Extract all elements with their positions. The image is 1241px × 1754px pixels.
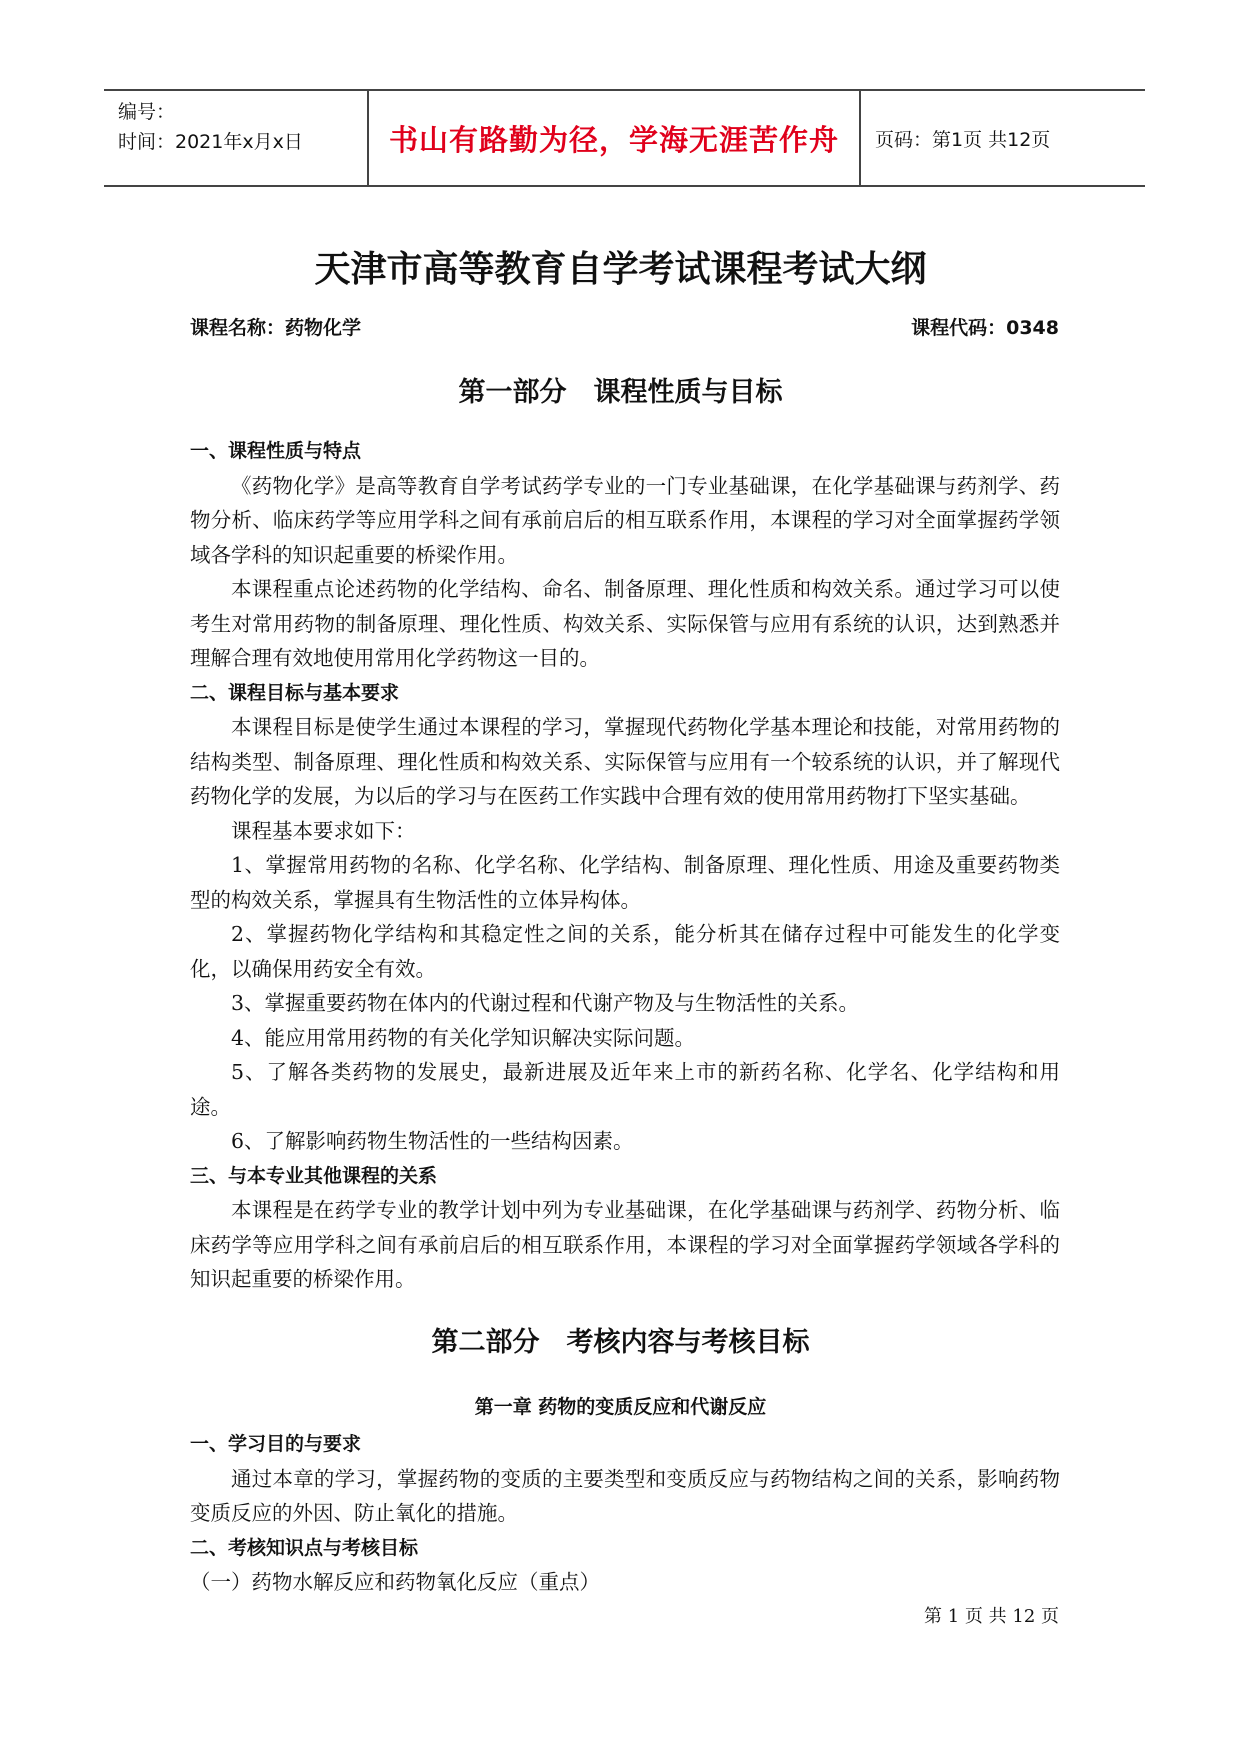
list-item: 1、掌握常用药物的名称、化学名称、化学结构、制备原理、理化性质、用途及重要药物类型的构效关系，掌握具有生物活性的立体异构体。 [190,853,1060,912]
paragraph: 《药物化学》是高等教育自学考试药学专业的一门专业基础课，在化学基础课与药剂学、药物分析、临床药学等应用学科之间有承前启后的相互联系作用，本课程的学习对全面掌握药学领域各学科的知识起重要的桥梁作用。 [190,473,1060,567]
document-title: 天津市高等教育自学考试课程考试大纲 [314,249,927,290]
chapter1-content [190,1427,1060,1600]
page-info: 页码：第1页 共12页 [875,128,1051,151]
subsection-item: （一）药物水解反应和药物氧化反应（重点） [190,1570,600,1594]
list-item: 4、能应用常用药物的有关化学知识解决实际问题。 [231,1025,696,1050]
header-table [104,89,1145,187]
section-heading: 一、学习目的与要求 [190,1433,362,1455]
section-heading: 二、课程目标与基本要求 [190,681,400,704]
paragraph: 本课程目标是使学生通过本课程的学习，掌握现代药物化学基本理论和技能，对常用药物的结构类型、制备原理、理化性质和构效关系、实际保管与应用有一个较系统的认识，并了解现代药物化学的发展，为以后的学习与在医药工作实践中合理有效的使用常用药物打下坚实基础。 [190,715,1060,808]
section-heading: 三、与本专业其他课程的关系 [190,1164,438,1187]
list-item: 6、了解影响药物生物活性的一些结构因素。 [231,1129,634,1153]
time-label: 时间：2021年x月x日 [118,131,303,153]
part1-content [190,434,1060,1297]
paragraph: 通过本章的学习，掌握药物的变质的主要类型和变质反应与药物结构之间的关系，影响药物变质反应的外因、防止氧化的措施。 [190,1466,1060,1525]
header-left-cell [104,91,369,185]
list-item: 2、掌握药物化学结构和其稳定性之间的关系，能分析其在储存过程中可能发生的化学变化，以确保用药安全有效。 [190,922,1060,981]
motto: 书山有路勤为径，学海无涯苦作舟 [369,91,861,185]
list-item: 5、了解各类药物的发展史，最新进展及近年来上市的新药名称、化学名、化学结构和用途。 [190,1060,1060,1119]
paragraph: 课程基本要求如下： [231,818,416,843]
part2-title: 第二部分 考核内容与考核目标 [431,1327,810,1358]
chapter-title: 第一章 药物的变质反应和代谢反应 [474,1396,767,1418]
part1-title: 第一部分 课程性质与目标 [458,377,783,408]
section-heading: 二、考核知识点与考核目标 [190,1536,419,1559]
list-item: 3、掌握重要药物在体内的代谢过程和代谢产物及与生物活性的关系。 [231,991,860,1015]
course-name: 课程名称：药物化学 [190,317,362,339]
paragraph: 本课程是在药学专业的教学计划中列为专业基础课，在化学基础课与药剂学、药物分析、临床药学等应用学科之间有承前启后的相互联系作用，本课程的学习对全面掌握药学领域各学科的知识起重要的桥梁作用。 [190,1198,1060,1291]
course-code: 课程代码：0348 [911,317,1059,339]
page-footer: 第 1 页 共 12 页 [924,1606,1059,1627]
number-label: 编号： [118,101,176,123]
paragraph: 本课程重点论述药物的化学结构、命名、制备原理、理化性质和构效关系。通过学习可以使考生对常用药物的制备原理、理化性质、构效关系、实际保管与应用有系统的认识，达到熟悉并理解合理有效地使用常用化学药物这一目的。 [190,577,1060,670]
section-heading: 一、课程性质与特点 [190,440,362,462]
